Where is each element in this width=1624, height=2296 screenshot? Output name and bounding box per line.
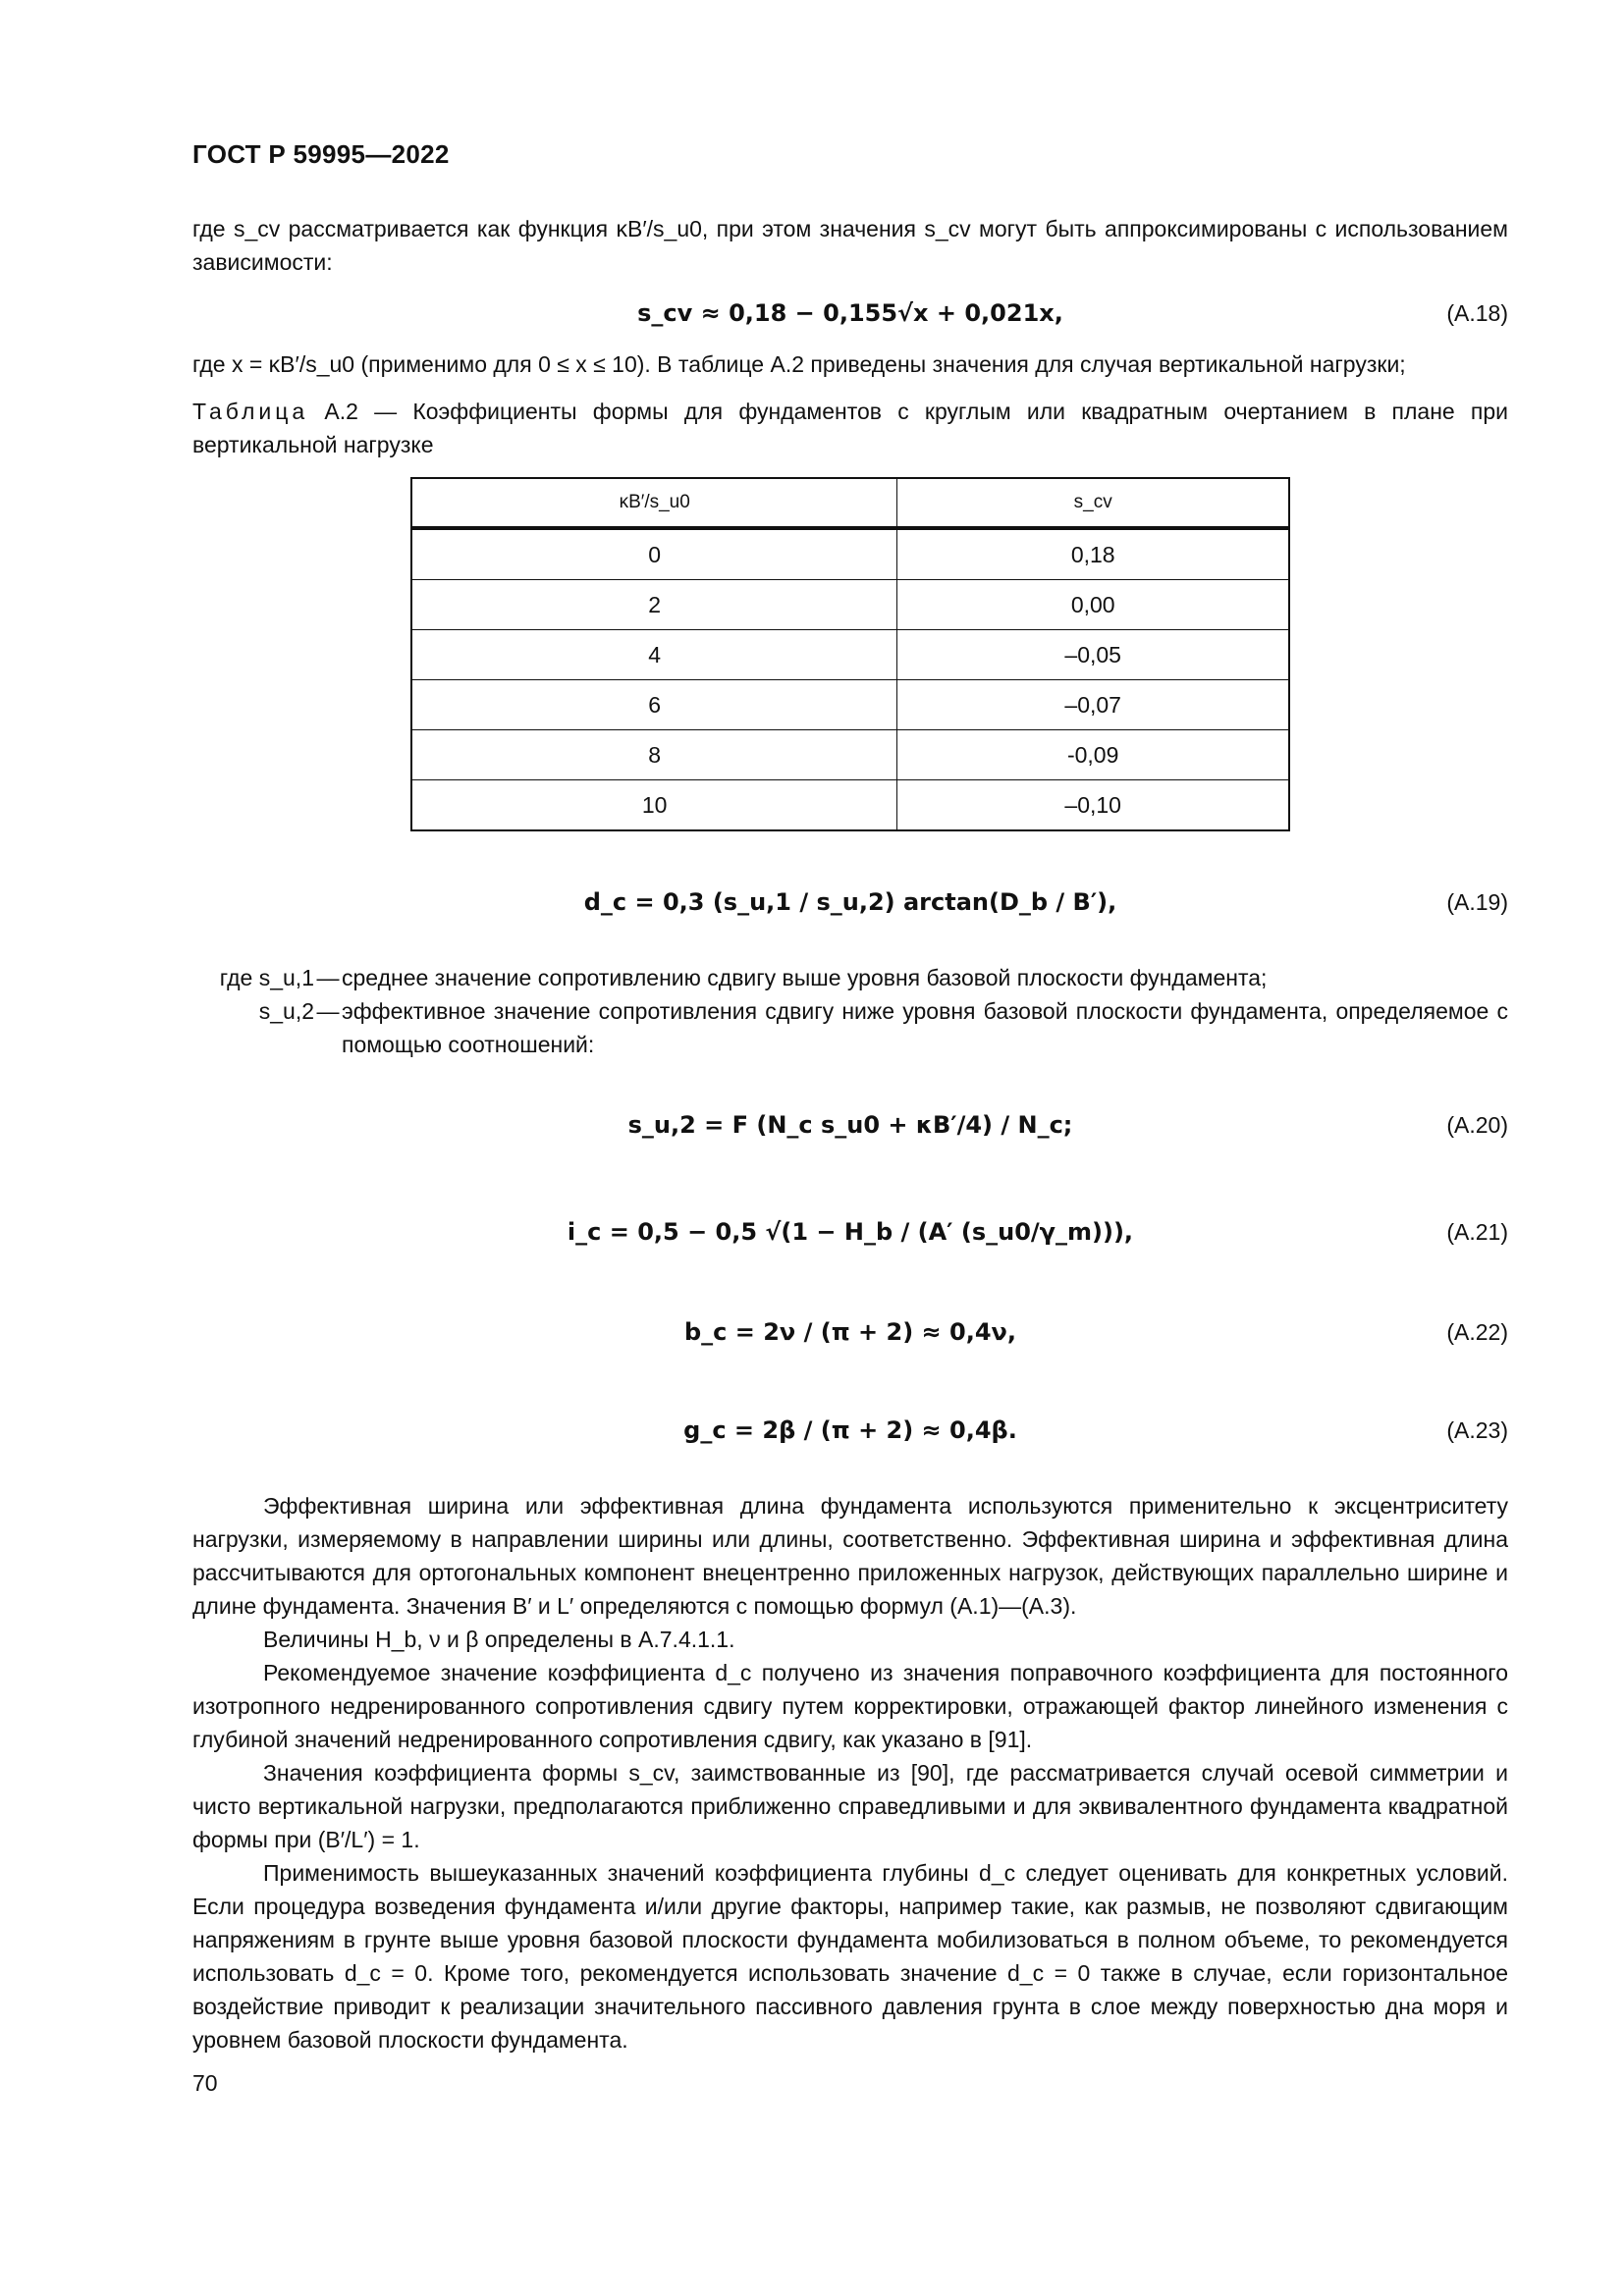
definition-text: среднее значение сопротивлению сдвигу выше уровня базовой плоскости фундамента; — [342, 965, 1268, 990]
shape-coefficients-table — [410, 477, 1290, 831]
body-paragraph: Применимость вышеуказанных значений коэффициента глубины d_c следует оценивать для конкретных условий. Если процедура возведения фундамента и/или другие факторы, например такие, как размыв, не позволяют сдвигающим напряжениям в грунте выше уровня базовой плоскости фундамента мобилизоваться в полном объеме, то рекомендуется использовать d_c = 0. Кроме того, рекомендуется использовать значение d_c = 0 также в случае, если горизонтальное воздействие приводит к реализации значительного пассивного давления грунта в слое между поверхностью дна моря и уровнем базовой плоскости фундамента. — [192, 1860, 1508, 2053]
table-cell: 8 — [411, 730, 897, 780]
equation-a19 — [192, 853, 1508, 951]
equation-a19-label: (А.19) — [1446, 889, 1508, 915]
document-page — [192, 137, 1508, 2100]
table-cell: 0,18 — [897, 528, 1289, 580]
definition-term: s_u,2 — [258, 998, 314, 1024]
table-row — [411, 580, 1289, 630]
body-paragraph: Эффективная ширина или эффективная длина фундамента используются применительно к эксцентриситету нагрузки, измеряемому в направлении ширины или длины, соответственно. Эффективная ширина и эффективная длина рассчитываются для ортогональных компонент внецентренно приложенных нагрузок, действующих параллельно ширине и длине фундамента. Значения B′ и L′ определяются с помощью формул (А.1)—(А.3). — [192, 1493, 1508, 1619]
table-header-cell: s_cv — [897, 478, 1289, 528]
table-cell: –0,05 — [897, 630, 1289, 680]
document-header: ГОСТ Р 59995—2022 — [192, 139, 450, 169]
equation-a22-expr: b_c = 2ν / (π + 2) ≈ 0,4ν, — [684, 1318, 1016, 1346]
definitions-list — [192, 961, 1508, 1061]
table-cell: 10 — [411, 780, 897, 831]
equation-a21-expr: i_c = 0,5 − 0,5 √(1 − H_b / (A′ (s_u0/γ_m))), — [567, 1218, 1134, 1246]
equation-a19-expr: d_c = 0,3 (s_u,1 / s_u,2) arctan(D_b / B′), — [583, 888, 1117, 916]
equation-a18 — [192, 283, 1508, 344]
equation-a20-label: (А.20) — [1446, 1112, 1508, 1138]
table-row — [411, 780, 1289, 831]
table-cell: –0,07 — [897, 680, 1289, 730]
table-row — [411, 630, 1289, 680]
page-number: 70 — [192, 2070, 218, 2096]
definition-item — [192, 994, 1508, 1061]
para-a18-intro: где s_cv рассматривается как функция κB′/s_u0, при этом значения s_cv могут быть аппроксимированы с использованием зависимости: — [192, 216, 1508, 275]
definition-term: где s_u,1 — [219, 965, 314, 990]
table-row — [411, 528, 1289, 580]
table-cell: –0,10 — [897, 780, 1289, 831]
equation-a21-label: (А.21) — [1446, 1219, 1508, 1245]
equation-a22 — [192, 1285, 1508, 1379]
equation-a20-expr: s_u,2 = F (N_c s_u0 + κB′/4) / N_c; — [627, 1111, 1073, 1139]
definition-text: эффективное значение сопротивления сдвигу ниже уровня базовой плоскости фундамента, определяемое с помощью соотношений: — [342, 998, 1508, 1057]
table-header-cell: κB′/s_u0 — [411, 478, 897, 528]
definition-dash: — — [316, 965, 340, 990]
equation-a18-expr: s_cv ≈ 0,18 − 0,155√x + 0,021x, — [637, 299, 1063, 327]
table-cell: 2 — [411, 580, 897, 630]
table-cell: -0,09 — [897, 730, 1289, 780]
equation-a23-label: (А.23) — [1446, 1417, 1508, 1443]
table-caption — [192, 395, 1508, 461]
equation-a23 — [192, 1383, 1508, 1477]
table-caption-text: А.2 — Коэффициенты формы для фундаментов с круглым или квадратным очертанием в плане при вертикальной нагрузке — [192, 399, 1508, 457]
equation-a20 — [192, 1071, 1508, 1179]
equation-a21 — [192, 1183, 1508, 1281]
equation-a23-expr: g_c = 2β / (π + 2) ≈ 0,4β. — [683, 1416, 1017, 1444]
equation-a18-label: (А.18) — [1446, 300, 1508, 326]
para-a18-where: где x = κB′/s_u0 (применимо для 0 ≤ x ≤ 10). В таблице А.2 приведены значения для случая вертикальной нагрузки; — [192, 351, 1406, 377]
table-cell: 4 — [411, 630, 897, 680]
table-row — [411, 730, 1289, 780]
body-paragraph: Значения коэффициента формы s_cv, заимствованные из [90], где рассматривается случай осевой симметрии и чисто вертикальной нагрузки, предполагаются приближенно справедливыми и для эквивалентного фундамента квадратной формы при (B′/L′) = 1. — [192, 1760, 1508, 1852]
table-header-row — [411, 478, 1289, 528]
definition-item — [192, 961, 1508, 994]
equation-a22-label: (А.22) — [1446, 1319, 1508, 1345]
table-caption-prefix: Таблица — [192, 399, 309, 424]
body-paragraph: Рекомендуемое значение коэффициента d_c получено из значения поправочного коэффициента для постоянного изотропного недренированного сопротивления сдвигу путем корректировки, отражающей фактор линейного изменения с глубиной значений недренированного сопротивления сдвигу, как указано в [91]. — [192, 1660, 1508, 1752]
definition-dash: — — [316, 998, 340, 1024]
table-cell: 0 — [411, 528, 897, 580]
body-paragraph: Величины H_b, ν и β определены в А.7.4.1.1. — [263, 1627, 735, 1652]
table-cell: 6 — [411, 680, 897, 730]
table-cell: 0,00 — [897, 580, 1289, 630]
table-row — [411, 680, 1289, 730]
